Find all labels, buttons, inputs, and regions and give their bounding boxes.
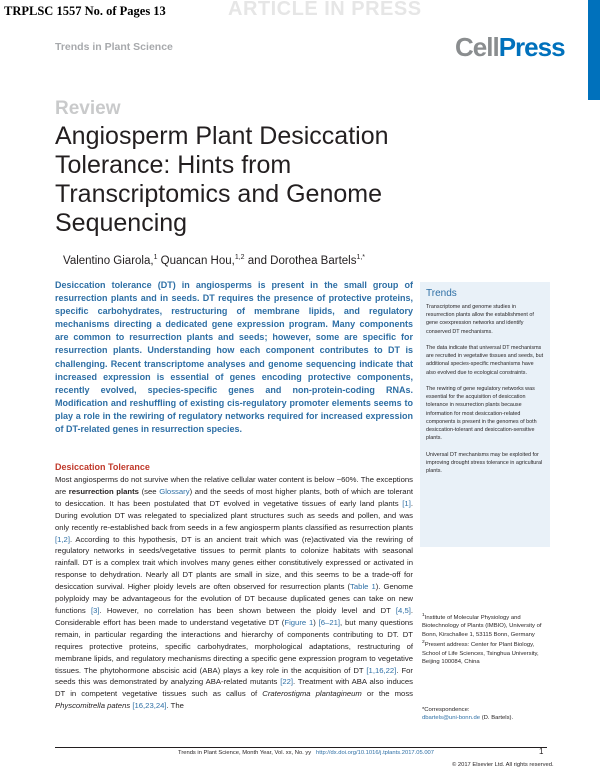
side-color-tab <box>588 0 600 100</box>
trend-item: The data indicate that universal DT mechanisms are recruited in vegetative tissues and seeds, but additional species-specific mechanisms have also evolved due to ecological constraints. <box>426 345 544 376</box>
body-text: . During evolution DT was relegated to specialized plant structures such as seeds and pollen, and was only recently re-established back from seeds in a few angiosperm plants classified as resurrection plants <box>55 498 413 532</box>
footer-citation <box>178 750 434 756</box>
citation-link[interactable]: [1,2] <box>55 534 70 544</box>
body-text: . However, no correlation has been shown between the ploidy level and DT <box>99 605 396 615</box>
body-text: , but many questions remain, in particular regarding the interactions and hierarchy of components contributing to DT. DT requires protective proteins, specific carbohydrates, morphological adaptations, restructuring of membrane lipids, and regulatory mechanisms directing a specific gene expression program to vegetative tissues. The phytohormone abscisic acid (ABA) plays a key role in the acquisition of DT <box>55 617 414 675</box>
glossary-link[interactable]: Glossary <box>159 486 190 496</box>
article-title: Angiosperm Plant Desiccation Tolerance: Hints from Transcriptomics and Genome Sequencing <box>55 122 389 237</box>
affiliation <box>422 612 550 639</box>
affiliation-text: Institute of Molecular Physiology and Biotechnology of Plants (IMBIO), University of Bonn, Kirschallee 1, 53115 Bonn, Germany <box>422 614 542 638</box>
affiliations <box>422 612 550 666</box>
body-text: ). Genome polyploidy may be advantageous for the evolution of DT because duplicated genes can take on new functions <box>55 582 413 615</box>
author-affiliation-sup: 1,* <box>356 254 366 261</box>
citation-link[interactable]: [6–21] <box>318 617 341 627</box>
body-text: . According to this hypothesis, DT is an ancient trait which was (re)activated via the rewiring of regulatory networks in seeds/vegetative tissues to permit plants to colonize habitats with seasonal rainfall. DT is a complex trait which involves many genes either constitutively expressed or activated in response to dehydration. Nearly all DT plants are small in size, and this seems to be a trade-off for desiccation survival. Higher ploidy levels are often observed for resurrection plants ( <box>55 534 413 592</box>
body-paragraph <box>55 474 413 712</box>
footer-divider <box>55 747 547 748</box>
body-bold-term: resurrection plants <box>68 486 139 496</box>
article-type-label: Review <box>55 98 121 119</box>
citation-link[interactable]: [3] <box>90 605 100 615</box>
species-name: Craterostigma plantagineum <box>262 689 362 699</box>
body-text: ) and the seeds of most higher plants, both of which are tolerant to desiccation. It has been postulated that DT evolved in vegetative tissues of early land plants <box>55 486 413 508</box>
correspondence <box>422 706 550 723</box>
author-name: and Dorothea Bartels <box>247 254 357 267</box>
affiliation-sup: 1 <box>422 613 425 618</box>
trends-list <box>426 303 544 483</box>
journal-name: Trends in Plant Science <box>55 41 173 53</box>
body-text: . Considerable effort has been made to understand vegetative DT ( <box>55 605 413 627</box>
affiliation-text: Present address: Center for Plant Biology, School of Life Sciences, Tsinghua University, Beijing 100084, China <box>422 642 539 665</box>
cellpress-logo <box>455 32 565 63</box>
figure-link[interactable]: Figure 1 <box>284 617 314 627</box>
trend-item: The rewiring of gene regulatory networks was essential for the acquisition of desiccation tolerance in resurrection plants because information for most desiccation-related components is present in the genomes of both desiccation-tolerant and desiccation-sensitive plants. <box>426 386 537 442</box>
table-link[interactable]: Table 1 <box>350 582 376 592</box>
article-in-press-banner: ARTICLE IN PRESS <box>228 0 422 20</box>
body-text: or the moss <box>361 689 414 699</box>
affiliation-sup: 2 <box>422 640 425 646</box>
correspondence-name: (D. Bartels). <box>480 715 514 722</box>
abstract: Desiccation tolerance (DT) in angiosperms is present in the small group of resurrection plants and in seeds. DT requires the presence of protective proteins, specific carbohydrates, restructuring of membrane lipids, and regulatory mechanisms directing a dedicated gene expression program. Many components are common to resurrection plants and seeds; however, some are specific for resurrection plants. Understanding how each component contributes to DT is challenging. Recent transcriptome analyses and genome sequencing indicate that increased expression is essential of genes encoding protective components, recently evolved, species-specific genes and non-protein-coding RNAs. Modification and reshuffling of existing cis-regulatory promoter elements seems to play a role in the rewiring of regulatory networks required for increased expression of DT-related genes in resurrection species. <box>55 280 413 435</box>
trend-item: Transcriptome and genome studies in resurrection plants allow the establishment of gene coexpression networks and identify conserved DT mechanisms. <box>426 304 534 335</box>
manuscript-code: TRPLSC 1557 No. of Pages 13 <box>4 4 166 18</box>
citation-link[interactable]: [1,16,22] <box>366 665 397 675</box>
citation-link[interactable]: [4,5] <box>395 605 411 615</box>
author-name: Quancan Hou, <box>160 254 235 267</box>
correspondence-label: *Correspondence: <box>422 707 470 713</box>
citation-link[interactable]: [22] <box>280 677 294 687</box>
footer-copyright: © 2017 Elsevier Ltd. All rights reserved. <box>452 762 554 768</box>
trend-item: Universal DT mechanisms may be exploited for improving drought stress tolerance in agricultural plants. <box>426 451 543 475</box>
author-affiliation-sup: 1 <box>153 254 158 261</box>
doi-link[interactable]: http://dx.doi.org/10.1016/j.tplants.2017.05.007 <box>316 750 434 756</box>
body-text: (see <box>138 486 160 496</box>
species-name: Physcomitrella patens <box>55 701 131 711</box>
trends-heading: Trends <box>426 288 457 299</box>
logo-cell-text: Cell <box>455 32 499 62</box>
body-text: . The <box>166 701 184 711</box>
citation-link[interactable]: [1] <box>402 498 411 508</box>
section-heading: Desiccation Tolerance <box>55 462 150 472</box>
body-text: Most angiosperms do not survive when the relative cellular water content is below ~60%. The exceptions are <box>55 475 413 496</box>
author-affiliation-sup: 1,2 <box>234 254 245 261</box>
author-list <box>63 254 365 267</box>
page-number: 1 <box>539 747 544 756</box>
author-name: Valentino Giarola, <box>63 254 154 267</box>
correspondence-line <box>422 714 550 722</box>
email-link[interactable]: dbartels@uni-bonn.de <box>422 715 481 722</box>
logo-press-text: Press <box>498 32 565 62</box>
affiliation <box>422 639 550 666</box>
citation-link[interactable]: [16,23,24] <box>132 701 167 711</box>
body-text: . Treatment with ABA also induces DT in competent vegetative tissues such as callus of <box>55 677 413 699</box>
body-text: ) <box>313 617 319 627</box>
footer-journal-line: Trends in Plant Science, Month Year, Vol. xx, No. yy <box>178 750 312 756</box>
body-text: . For seeds this was demonstrated by analyzing ABA-related mutants <box>55 665 413 687</box>
